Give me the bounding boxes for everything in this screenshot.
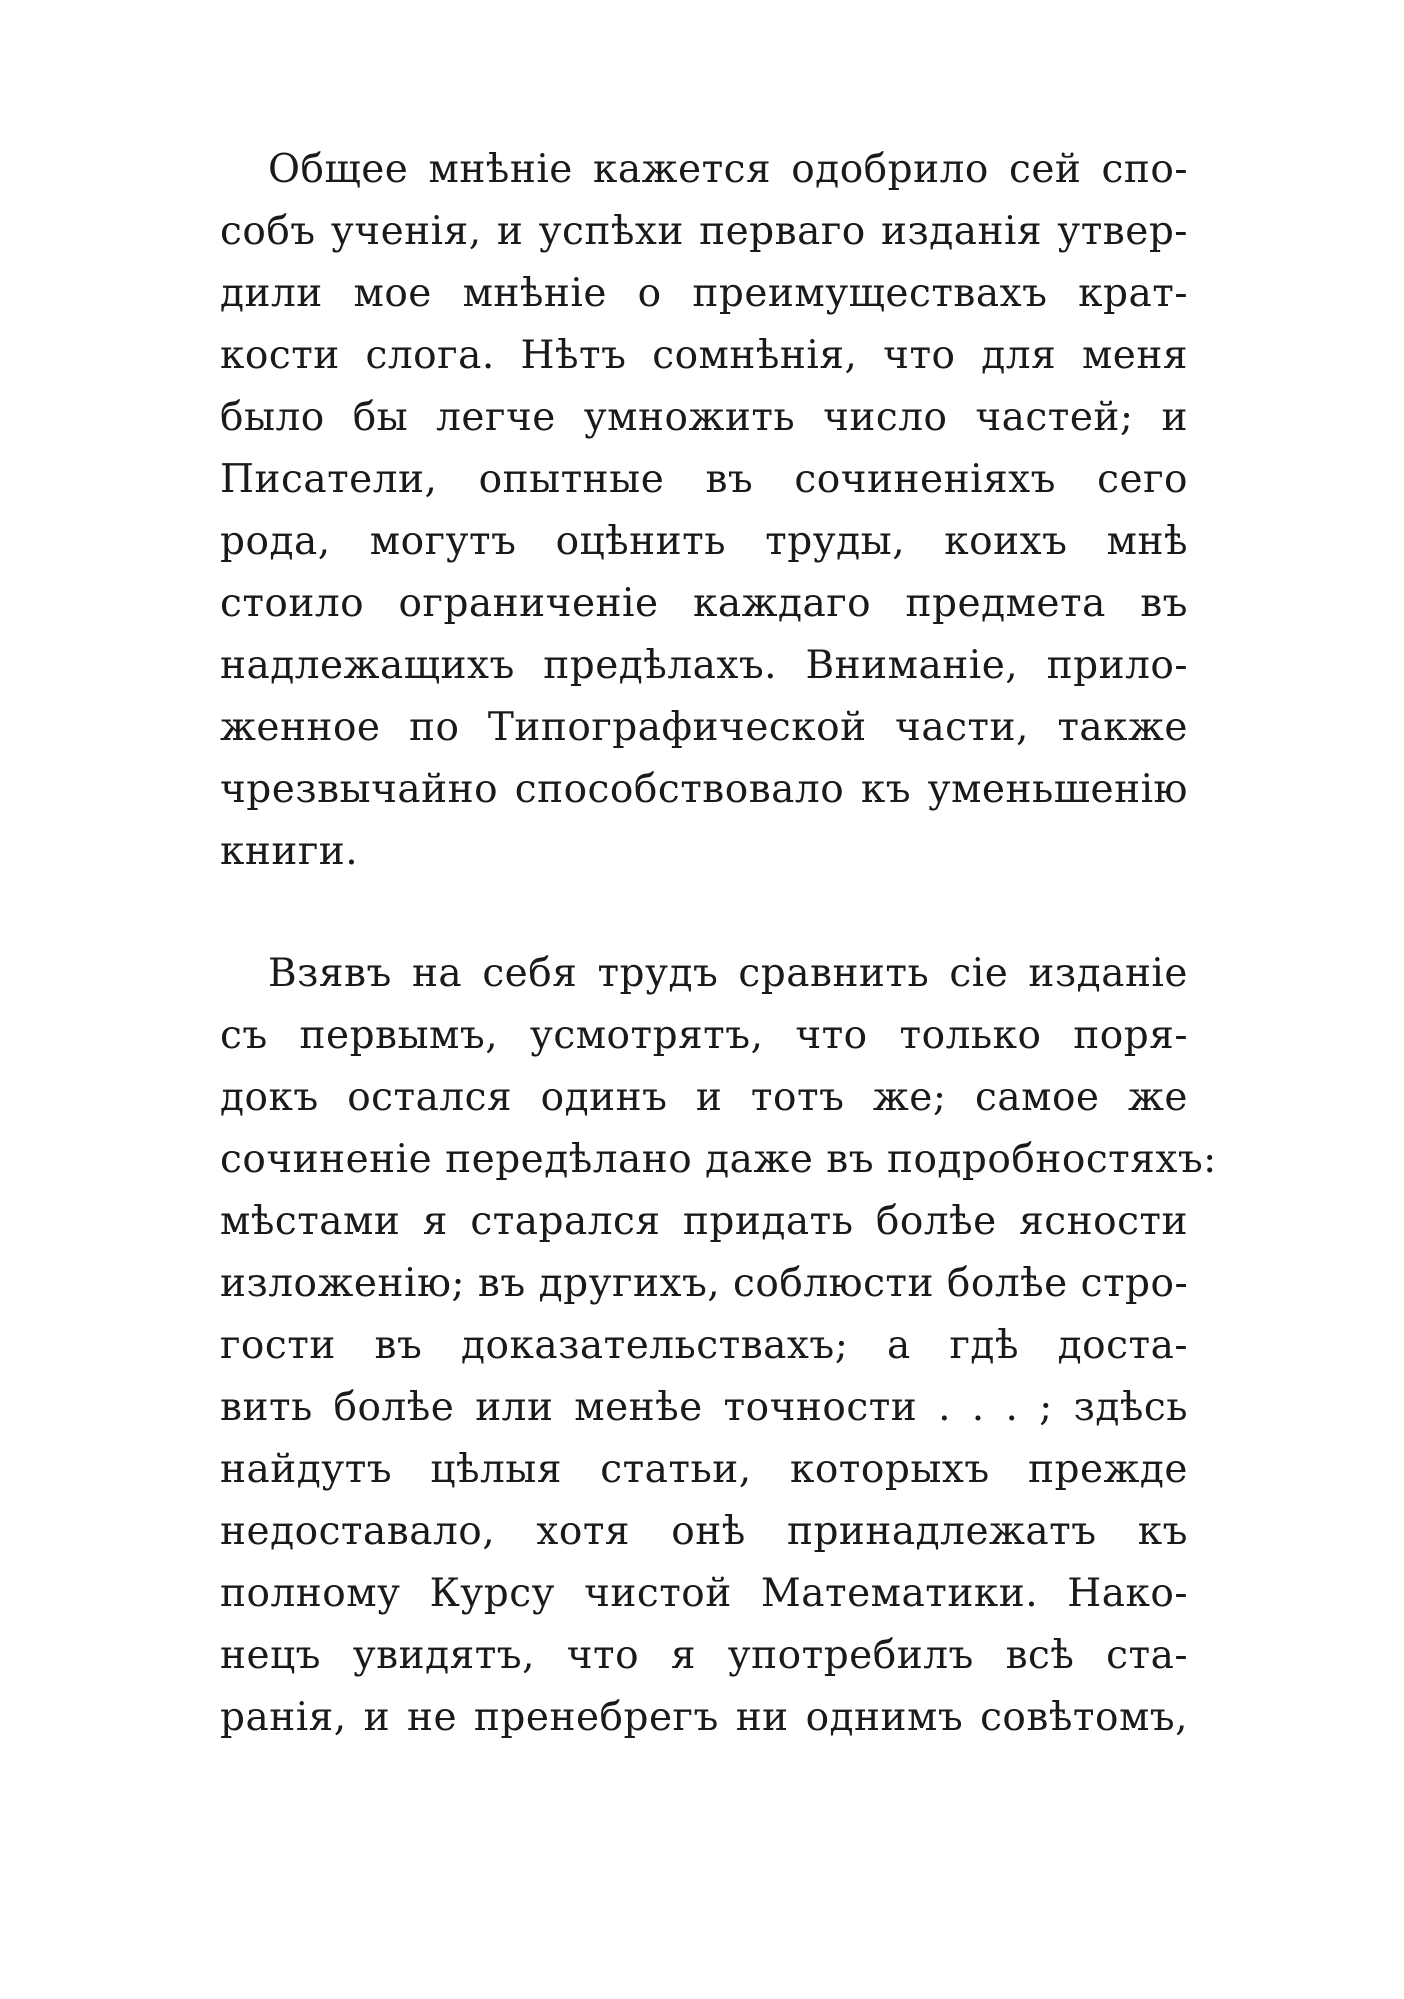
text-line: женное по Типографической части, также	[220, 705, 1188, 750]
text-line: рода, могутъ оцѣнить труды, коихъ мнѣ	[220, 519, 1188, 564]
text-line: Писатели, опытные въ сочиненіяхъ сего	[220, 457, 1188, 502]
text-line: ранія, и не пренебрегъ ни однимъ совѣтомъ,	[220, 1695, 1188, 1740]
text-line: чрезвычайно способствовало къ уменьшенію	[220, 767, 1188, 812]
text-line: вить болѣе или менѣе точности . . . ; здѣсь	[220, 1385, 1188, 1430]
text-line: полному Курсу чистой Математики. Нако-	[220, 1571, 1188, 1616]
text-line: найдутъ цѣлыя статьи, которыхъ прежде	[220, 1447, 1188, 1492]
text-line: дили мое мнѣніе о преимуществахъ крат-	[220, 271, 1188, 316]
text-line: книги.	[220, 829, 359, 874]
text-line: съ первымъ, усмотрятъ, что только поря-	[220, 1013, 1188, 1058]
text-line: собъ ученія, и успѣхи перваго изданія утвер-	[220, 209, 1188, 254]
text-line: стоило ограниченіе каждаго предмета въ	[220, 581, 1188, 626]
text-line: Общее мнѣніе кажется одобрило сей спо-	[268, 147, 1188, 192]
text-line: Взявъ на себя трудъ сравнить сіе изданіе	[268, 951, 1188, 996]
text-line: нецъ увидятъ, что я употребилъ всѣ ста-	[220, 1633, 1188, 1678]
text-line: сочиненіе передѣлано даже въ подробностяхъ:	[220, 1137, 1217, 1182]
text-line: докъ остался одинъ и тотъ же; самое же	[220, 1075, 1188, 1120]
text-line: было бы легче умножить число частей; и	[220, 395, 1188, 440]
text-line: мѣстами я старался придать болѣе ясности	[220, 1199, 1188, 1244]
text-line: изложенію; въ другихъ, соблюсти болѣе стро-	[220, 1261, 1189, 1306]
text-line: кости слога. Нѣтъ сомнѣнія, что для меня	[220, 333, 1188, 378]
text-line: гости въ доказательствахъ; а гдѣ доста-	[220, 1323, 1188, 1368]
text-line: недоставало, хотя онѣ принадлежатъ къ	[220, 1509, 1188, 1554]
text-line: надлежащихъ предѣлахъ. Вниманіе, прило-	[220, 643, 1188, 688]
